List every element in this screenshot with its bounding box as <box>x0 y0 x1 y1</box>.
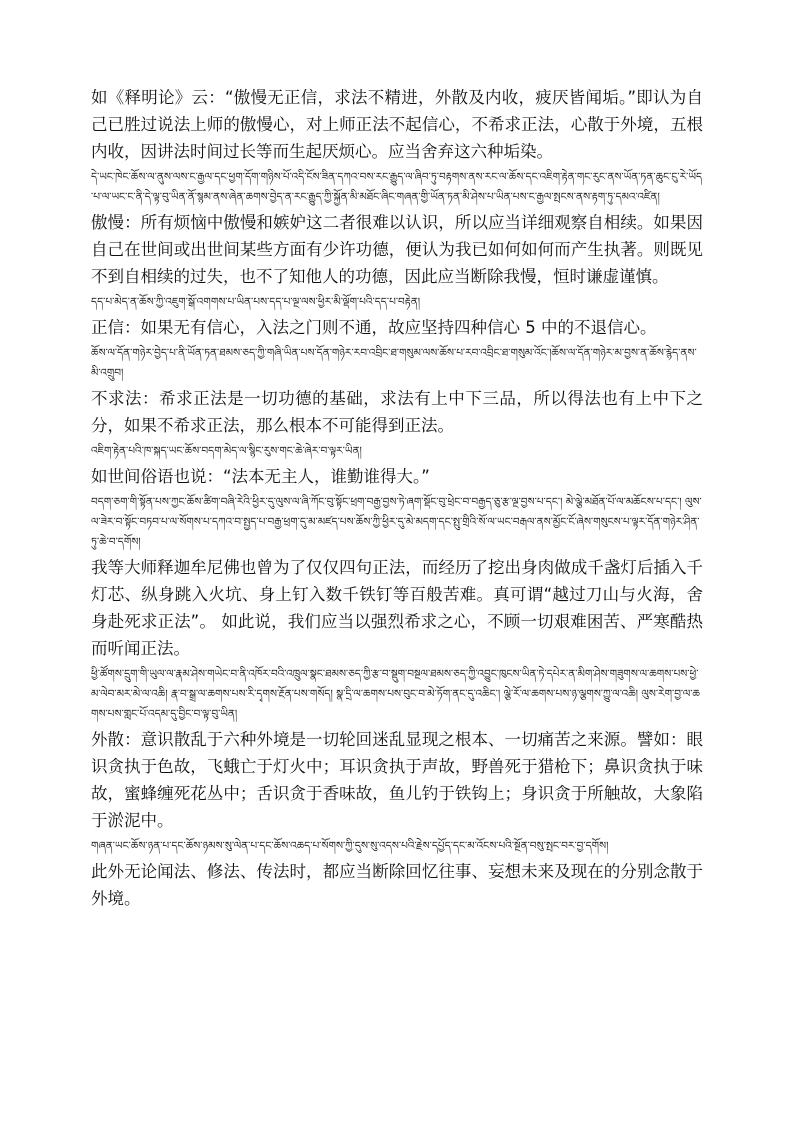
paragraph-tibetan: ཆོས་ལ་དོན་གཉེར་བྱེད་པ་ནི་ཡོན་ཏན་ཐམས་ཅད་ཀྱི་གཞི་ཡིན་པས་དོན་གཉེར་རབ་འབྲིང་ཐ་གསུམ་ལས་ཆོས་པ་རབ་འབྲིང་ཐ་གསུམ་འོང་།ཆོས་ལ་དོན་གཉེར་མ་བྱས་ན་ཆོས་རྙེད་ནས་མི་འགྲུབ། <box>91 347 697 379</box>
paragraph-chinese: 如《释明论》云：“傲慢无正信，求法不精进，外散及内收，疲厌皆闻垢。”即认为自己已胜过说法上师的傲慢心，对上师正法不起信心，不希求正法，心散于外境，五根内收，因讲法时间过长等而生起厌烦心。应当舍弃这六种垢染。 <box>91 88 703 161</box>
paragraph-chinese: 傲慢：所有烦恼中傲慢和嫉妒这二者很难以认识，所以应当详细观察自相续。如果因自己在世间或出世间某些方面有少许功德，便认为我已如何如何而产生执著。则既见不到自相续的过失，也不了知他人的功德，因此应当断除我慢，恒时谦虚谨慎。 <box>91 213 703 286</box>
paragraph-chinese: 此外无论闻法、修法、传法时，都应当断除回忆往事、妄想未来及现在的分别念散于外境。 <box>91 862 703 908</box>
document-page <box>91 84 703 912</box>
paragraph-tibetan: གཞན་ཡང་ཆོས་ཉན་པ་དང་ཆོས་ཉམས་སུ་ལེན་པ་དང་ཆོས་འཆད་པ་སོགས་ཀྱི་དུས་སུ་འདས་པའི་རྗེས་དཔྱོད་དང་མ་འོངས་པའི་སྔོན་བསུ་སྤང་བར་བྱ་དགོས། <box>91 840 609 852</box>
paragraph-tibetan: ཕྱི་ཚོགས་དྲུག་གི་ཡུལ་ལ་རྣམ་ཤེས་གཡེང་བ་ནི་འཁོར་བའི་འཁྲུལ་སྣང་ཐམས་ཅད་ཀྱི་རྩ་བ་སྡུག་བསྔལ་ཐམས་ཅད་ཀྱི་འབྱུང་ཁུངས་ཡིན་ཏེ་དཔེར་ན་མིག་ཤེས་གཟུགས་ལ་ཆགས་པས་ཕྱེ་མ་ལེབ་མར་མེ་ལ་འཆི། རྣ་བ་སྒྲ་ལ་ཆགས་པས་རི་དྭགས་རྔོན་པས་གསོད། སྣ་དྲི་ལ་ཆགས་པས་བུང་བ་མེ་ཏོག་ནང་དུ་འཆིང་། ལྕེ་རོ་ལ་ཆགས་པས་ཉ་ལྕགས་ཀྱུ་ལ་འཆི། ལུས་རེག་བྱ་ལ་ཆགས་པས་གླང་པོ་འདམ་དུ་བྱིང་བ་ལྟ་བུ་ཡིན། <box>91 668 700 720</box>
paragraph-tibetan: འཇིག་རྟེན་པའི་ཁ་སྐད་ཡང་ཆོས་བདག་མེད་ལ་སྙིང་རུས་གང་ཆེ་ཞེར་བ་ལྟར་ཡིན། <box>91 445 362 457</box>
paragraph-chinese: 我等大师释迦牟尼佛也曾为了仅仅四句正法，而经历了挖出身肉做成千盏灯后插入千灯芯、纵身跳入火坑、身上钉入数千铁钉等百般苦难。真可谓“越过刀山与火海，舍身赴死求正法”。 如此说，我们应当以强烈希求之心，不顾一切艰难困苦、严寒酷热而听闻正法。 <box>91 558 703 658</box>
paragraph-chinese: 外散：意识散乱于六种外境是一切轮回迷乱显现之根本、一切痛苦之来源。譬如：眼识贪执于色故，飞蛾亡于灯火中；耳识贪执于声故，野兽死于猎枪下；鼻识贪执于味故，蜜蜂缠死花丛中；舌识贪于香味故，鱼儿钓于铁钩上；身识贪于所触故，大象陷于淤泥中。 <box>91 730 703 830</box>
paragraph-tibetan: བདག་ཅག་གི་སྟོན་པས་ཀྱང་ཆོས་ཚིག་བཞི་རེའི་ཕྱིར་དུ་ལུས་ལ་ཞི་ཀོང་བུ་སྟོང་ཕྲག་བརྒྱ་བྱས་ཏེ་ཞག་སྡོང་བུ་ཕྲེང་བ་བརྒྱད་ཅུ་རྩ་ལྔ་བྱས་པ་དང་། མེ་ལྕེ་མཐོན་པོ་ལ་མཆོངས་པ་དང་། ལུས་ལ་ཟེར་བ་སྟོང་བཏབ་པ་ལ་སོགས་པ་དཀའ་བ་སྤྱད་པ་བརྒྱ་ཕྲག་དུ་མ་མཛད་པས་ཆོས་ཀྱི་ཕྱིར་དུ་མེ་མདག་དང་སྤུ་གྲིའི་སོ་ལ་ཡང་བརྒལ་ནས་མྱོང་ངོ་ཞེས་གསུངས་པ་ལྟར་དོན་གཉེར་ཤིན་ཏུ་ཆེ་བ་དགོས། <box>91 496 702 548</box>
paragraph-chinese: 不求法：希求正法是一切功德的基础，求法有上中下三品，所以得法也有上中下之分，如果不希求正法，那么根本不可能得到正法。 <box>91 389 703 435</box>
paragraph-chinese: 正信：如果无有信心，入法之门则不通，故应坚持四种信心 5 中的不退信心。 <box>91 318 657 337</box>
paragraph-chinese: 如世间俗语也说：“法本无主人，谁勤谁得大。” <box>91 467 430 486</box>
paragraph-tibetan: དེ་ཡང་ཁེང་ཆོས་ལ་ནུས་ལས་ང་རྒྱལ་དང་ཕྱག་དོག་གཉིས་པོ་འདི་ངོས་ཟིན་དཀའ་བས་རང་རྒྱུད་ལ་ཞིབ་ཏུ་བརྟགས་ནས་རང་ལ་ཆོས་དང་འཇིག་རྟེན་གང་རུང་ནས་ཡོན་ཏན་ཆུང་ངུ་རེ་ཡོད་པ་ལ་ཡང་ང་ནི་དེ་ལྟ་བུ་ཡིན་ནོ་སྙམ་ནས་ཞེན་ཆགས་བྱེད་ན་རང་རྒྱུད་ཀྱི་སྐྱོན་མི་མཐོང་ཞིང་གཞན་གྱི་ཡོན་ཏན་མི་ཤེས་པ་ཡིན་པས་ང་རྒྱལ་སྤངས་ནས་རྟག་ཏུ་དམའ་འཛིན། <box>91 171 703 203</box>
paragraph-tibetan: དད་པ་མེད་ན་ཆོས་ཀྱི་འཇུག་སྒོ་འགགས་པ་ཡིན་པས་དད་པ་ལྔ་ལས་ཕྱིར་མི་ལྡོག་པའི་དད་པ་བརྟེན། <box>91 296 421 308</box>
